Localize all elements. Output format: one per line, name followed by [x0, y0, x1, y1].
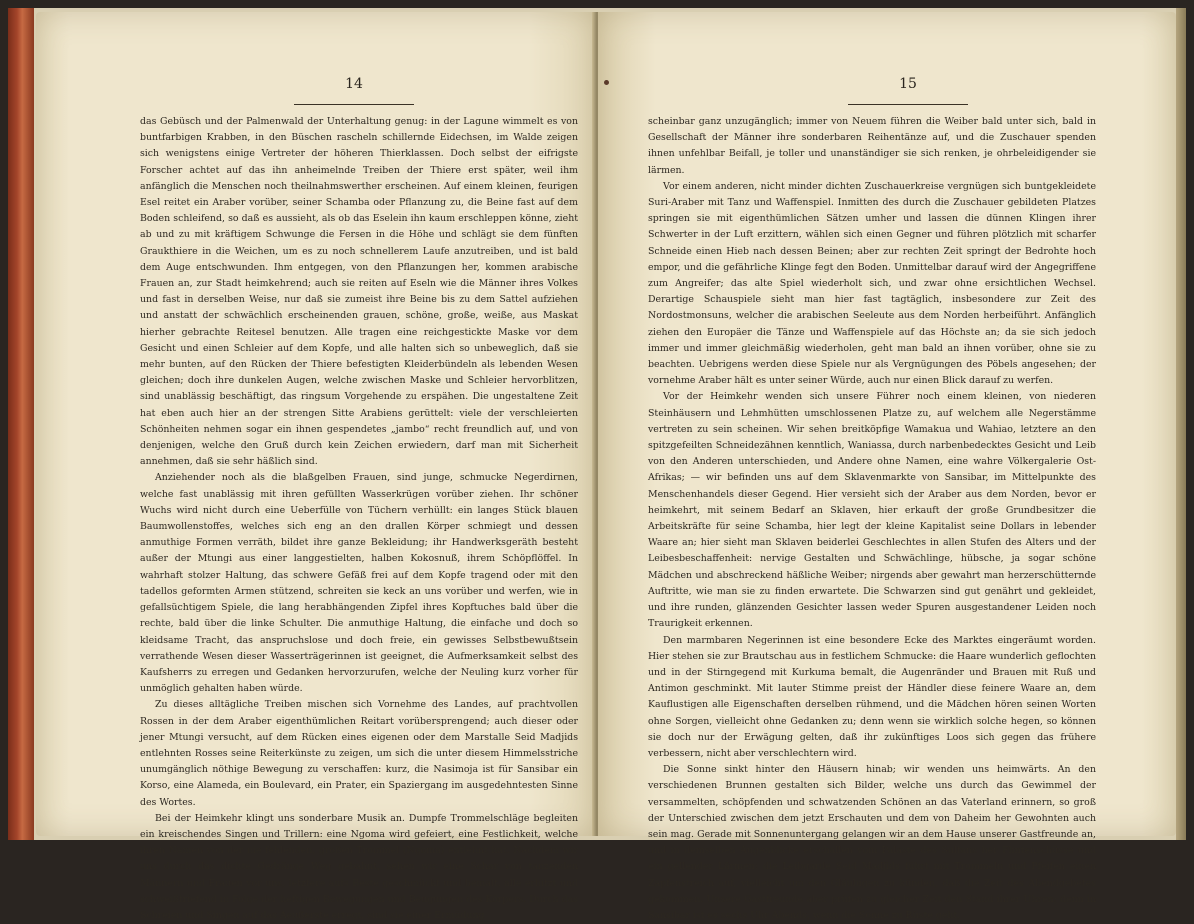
left-page	[36, 12, 596, 921]
paragraph: Den marmbaren Negerinnen ist eine besondere Ecke des Marktes eingeräumt worden. Hier stehen sie zur Brautschau aus in festlichem Schmucke: die Haare wunderlich geflochten und in der Stirngegend mit Kurkuma bemalt, die Augenränder und Brauen mit Ruß und Antimon geschminkt. Mit lauter Stimme preist der Händler diese feinere Waare an, dem Kauflustigen alle Eigenschaften derselben rühmend, und die Mädchen hören seinen Worten ohne Sorgen, vielleicht ohne Gedanken zu; denn wenn sie wirklich solche hegen, so können sie doch nur der Erwägung gelten, daß ihr zukünftiges Loos sich gegen das frühere verbessern, nicht aber verschlechtern wird.	[648, 634, 1096, 759]
paragraph: scheinbar ganz unzugänglich; immer von Neuem führen die Weiber bald unter sich, bald in Gesellschaft der Männer ihre sonderbaren Reihentänze auf, und die Zuschauer spenden ihnen unfehlbar Beifall, je toller und unanständiger sie sich renken, je ohrbeleidigender sie lärmen.	[648, 116, 1096, 176]
paragraph: Vor der Heimkehr wenden sich unsere Führer noch einem kleinen, von niederen Steinhäusern und Lehmhütten umschlossenen Platze zu, auf welchem alle Negerstämme vertreten zu sein scheinen. Wir sehen breitköpfige Wamakua und Wahiao, letztere an den spitzgefeilten Schneidezähnen kenntlich, Waniassa, durch narbenbedecktes Gesicht und Leib von den Anderen unterschieden, und Andere ohne Namen, eine wahre Völkergalerie Ost-Afrikas; — wir befinden uns auf dem Sklavenmarkte von Sansibar, im Mittelpunkte des Menschenhandels dieser Gegend. Hier versieht sich der Araber aus dem Norden, bevor er heimkehrt, mit seinem Bedarf an Sklaven, hier erkauft der große Grundbesitzer die Arbeitskräfte für seine Schamba, hier legt der kleine Kapitalist seine Dollars in lebender Waare an; hier sieht man Sklaven beiderlei Geschlechtes in allen Stufen des Alters und der Leibesbeschaffenheit: nervige Gestalten und Schwächlinge, hübsche, ja sogar schöne Mädchen und abschreckend häßliche Weiber; nirgends aber gewahrt man herzerschütternde Auftritte, wie man sie zu finden erwartete. Die Schwarzen sind gut genährt und gekleidet, und ihre runden, glänzenden Gesichter lassen weder Spuren ausgestandener Leiden noch Traurigkeit erkennen.	[648, 391, 1096, 630]
paragraph: das Gebüsch und der Palmenwald der Unterhaltung genug: in der Lagune wimmelt es von buntfarbigen Krabben, in den Büschen rascheln schillernde Eidechsen, im Walde zeigen sich wenigstens einige Vertreter der höheren Thierklassen. Doch selbst der eifrigste Forscher achtet auf das ihn anheimelnde Treiben der Thiere erst später, weil ihm anfänglich die Menschen noch theilnahmswerther erscheinen. Auf einem kleinen, feurigen Esel reitet ein Araber vorüber, seiner Schamba oder Pflanzung zu, die Beine fast auf dem Boden schleifend, so daß es aussieht, als ob das Eselein ihn kaum erschleppen könne, zieht ab und zu mit kräftigem Schwunge die Fersen in die Höhe und schlägt sie dem fünften Graukthiere in die Weichen, um es zu noch schnellerem Laufe anzutreiben, und ist bald dem Auge entschwunden. Ihm entgegen, von den Pflanzungen her, kommen arabische Frauen an, zur Stadt heimkehrend; auch sie reiten auf Eseln wie die Männer ihres Volkes und fast in derselben Weise, nur daß sie zumeist ihre Beine bis zu dem Sattel aufziehen und anstatt der schwächlich erscheinenden grauen, schöne, große, weiße, aus Maskat hierher gebrachte Reitesel benutzen. Alle tragen eine reichgestickte Maske vor dem Gesicht und einen Schleier auf dem Kopfe, und alle halten sich so unbeweglich, daß sie mehr bunten, auf den Rücken der Thiere befestigten Kleiderbündeln als lebenden Wesen gleichen; doch ihre dunkelen Augen, welche zwischen Maske und Schleier hervorblitzen, sind unablässig beschäftigt, das ringsum Vorgehende zu erspähen. Die ungestaltene Zeit hat eben auch hier an der strengen Sitte Arabiens gerüttelt: viele der verschleierten Schönheiten nehmen sogar ein ihnen gespendetes „jambo“ recht freundlich auf, und von denjenigen, welche den Gruß durch kein Zeichen erwiedern, darf man mit Sicherheit annehmen, daß sie sehr häßlich sind.	[140, 116, 578, 468]
paragraph: Anziehender noch als die blaßgelben Frauen, sind junge, schmucke Negerdirnen, welche fast unablässig mit ihren gefüllten Wasserkrügen vorüber ziehen. Ihr schöner Wuchs wird nicht durch eine Ueberfülle von Tüchern verhüllt: ein langes Stück blauen Baumwollenstoffes, welches sich eng an den drallen Körper schmiegt und dessen anmuthige Formen verräth, bildet ihre ganze Bekleidung; ihr Handwerksgeräth besteht außer der Mtungi aus einer langgestielten, halben Kokosnuß, ihrem Schöpflöffel. In wahrhaft stolzer Haltung, das schwere Gefäß frei auf dem Kopfe tragend oder mit den tadellos geformten Armen stützend, schreiten sie keck an uns vorüber und werfen, wie in gefallsüchtigem Spiele, die lang herabhängenden Zipfel ihres Kopftuches bald über die rechte, bald über die linke Schulter. Die anmuthige Haltung, die einfache und doch so kleidsame Tracht, das anspruchslose und doch freie, ein gewisses Selbstbewußtsein verrathende Wesen dieser Wasserträgerinnen ist geeignet, die Aufmerksamkeit selbst des Kaufsherrs zu erregen und Gedanken hervorzurufen, welche der Neuling kurz vorher für unmöglich gehalten haben würde.	[140, 472, 578, 695]
page-number: 14	[294, 76, 414, 105]
paragraph: Vor einem anderen, nicht minder dichten Zuschauerkreise vergnügen sich buntgekleidete Suri-Araber mit Tanz und Waffenspiel. Inmitten des durch die Zuschauer gebildeten Platzes springen sie mit eigenthümlichen Sätzen umher und lassen die dünnen Klingen ihrer Schwerter in der Luft erzittern, wählen sich einen Gegner und führen plötzlich mit scharfer Schneide einen Hieb nach dessen Beinen; aber zur rechten Zeit springt der Bedrohte hoch empor, und die gefährliche Klinge fegt den Boden. Unmittelbar darauf wird der Angegriffene zum Angreifer; das alte Spiel wiederholt sich, und zwar ohne ersichtlichen Wechsel. Derartige Schauspiele sieht man hier fast tagtäglich, insbesondere zur Zeit des Nordostmonsuns, welcher die arabischen Seeleute aus dem Norden herbeiführt. Anfänglich ziehen den Europäer die Tänze und Waffenspiele auf das Höchste an; da sie sich jedoch immer und immer gleichmäßig wiederholen, geht man bald an ihnen vorüber, ohne sie zu beachten. Uebrigens werden diese Spiele nur als Vergnügungen des Pöbels angesehen; der vornehme Araber hält es unter seiner Würde, auch nur einen Blick darauf zu werfen.	[648, 180, 1096, 387]
page-text	[140, 114, 578, 924]
right-page	[598, 12, 1176, 921]
paragraph: Zu dieses alltägliche Treiben mischen sich Vornehme des Landes, auf prachtvollen Rossen in der dem Araber eigenthümlichen Reitart vorübersprengend; auch dieser oder jener Mtungi versucht, auf dem Rücken eines eigenen oder dem Marstalle Seid Madjids entlehnten Rosses seine Reiterkünste zu zeigen, um sich die unter diesem Himmelsstriche unumgänglich nöthige Bewegung zu verschaffen: kurz, die Nasimoja ist für Sansibar ein Korso, eine Alameda, ein Boulevard, ein Prater, ein Spaziergang im ausgedehntesten Sinne des Wortes.	[140, 699, 578, 808]
page-text	[648, 114, 1096, 924]
ink-spot	[604, 80, 609, 85]
book-cover-edge	[8, 8, 34, 840]
paragraph: Bei der Heimkehr klingt uns sonderbare Musik an. Dumpfe Trommelschläge begleiten ein kreischendes Singen und Trillern: eine Ngoma wird gefeiert, eine Festlichkeit, welche ihren Namen von der nie fehlenden, großen Trommel (Ngoma) entlehnt hat. Nachdem wir uns durch das dichte Gedränge Weg gebahnt, sehen wir eine Schar von tanzenden Männern und Frauen vor uns, letztere aufs Beste geschmückt und bemalt, alle erhitzt und schweißtriefend in Folge der heftigen Bewegungen und Beugungen des Körpers. Durch das Schreien und Singen auf das Aeußerste erregt, sind sie einer Ermüdung	[140, 812, 578, 921]
page-number: 15	[848, 76, 968, 105]
page-stack-edge	[1176, 8, 1186, 840]
paragraph: Die Sonne sinkt hinter den Häusern hinab; wir wenden uns heimwärts. An den verschiedenen Brunnen gestalten sich Bilder, welche uns durch das Gewimmel der versammelten, schöpfenden und schwatzenden Schönen an das Vaterland erinnern, so groß der Unterschied zwischen dem jetzt Erschauten und dem von Daheim her Gewohnten auch sein mag. Gerade mit Sonnenuntergang gelangen wir an dem Hause unserer Gastfreunde an, und in demselben Augenblicke erschallen vom Palaste des Sultans her Flintenschüsse und ein gellender Lärmen: die Leibgarde Seid Madjids führt mit Trommeln und Pfeifen einen Zapfenstreich auf, vielleicht um den Gläubigen zu künden, daß die Zeit des Abendgebetes gekommen. Unsere Gastfreunde aber prüfen zu gleicher Zeit den Stand ihrer Uhren; denn in Sansibar ist es sechs Uhr Abends, wenn die Sonne zu Rüste geht,	[648, 764, 1096, 921]
